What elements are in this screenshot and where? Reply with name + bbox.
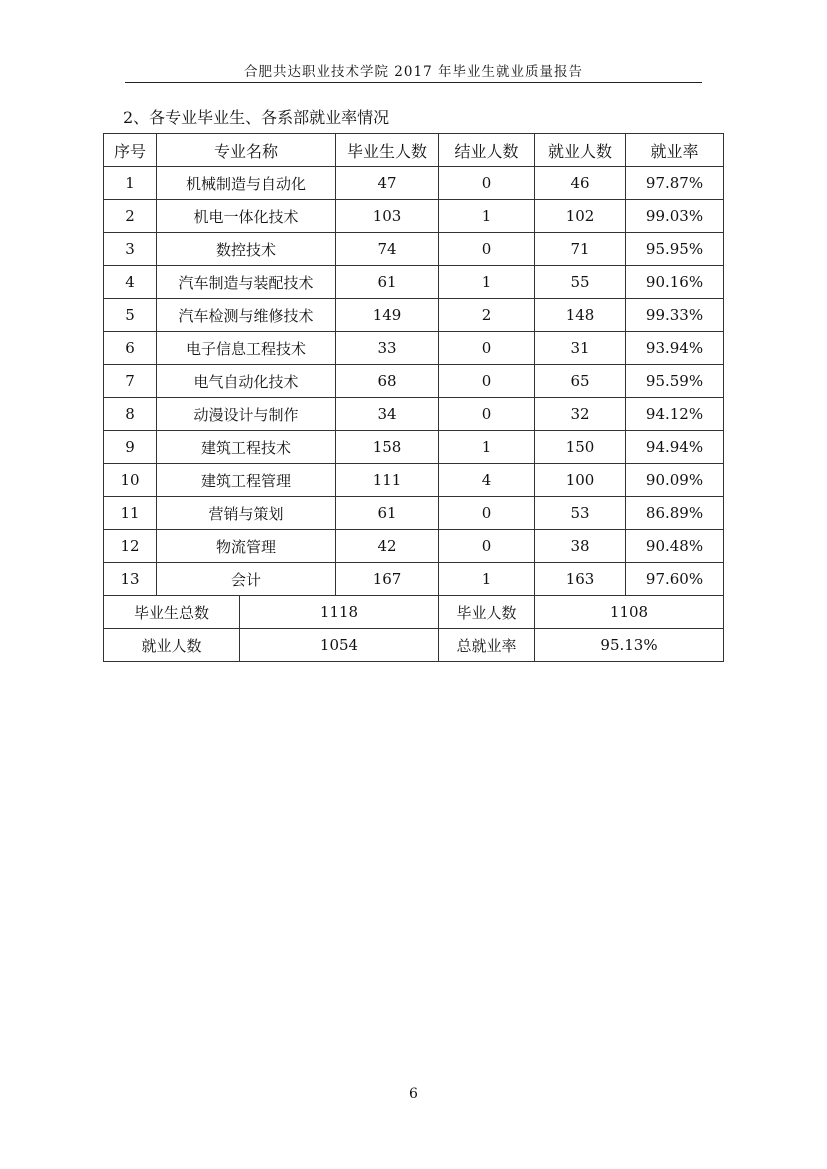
table-row: [104, 332, 724, 365]
cell-completed: 0: [439, 233, 535, 266]
page-header: 合肥共达职业技术学院 2017 年毕业生就业质量报告: [244, 64, 583, 80]
cell-rate: 94.94%: [626, 431, 724, 464]
cell-rate: 97.60%: [626, 563, 724, 596]
header-cell-major: 专业名称: [157, 134, 336, 167]
cell-completed: 0: [439, 167, 535, 200]
cell-rate: 90.16%: [626, 266, 724, 299]
cell-major: 汽车制造与装配技术: [157, 266, 336, 299]
header-cell-employed: 就业人数: [535, 134, 626, 167]
table-row: [104, 167, 724, 200]
cell-graduates: 111: [336, 464, 439, 497]
cell-graduates: 167: [336, 563, 439, 596]
cell-rate: 95.95%: [626, 233, 724, 266]
cell-rate: 93.94%: [626, 332, 724, 365]
cell-employed: 65: [535, 365, 626, 398]
summary-row: [104, 629, 724, 662]
cell-graduates: 103: [336, 200, 439, 233]
cell-employed: 150: [535, 431, 626, 464]
table-row: [104, 365, 724, 398]
table-row: [104, 299, 724, 332]
table-row: [104, 200, 724, 233]
table-row: [104, 464, 724, 497]
cell-major: 会计: [157, 563, 336, 596]
table-row: [104, 266, 724, 299]
table-row: [104, 431, 724, 464]
table-header-row: [104, 134, 724, 167]
summary-value-employed: 1054: [240, 629, 439, 662]
cell-employed: 38: [535, 530, 626, 563]
cell-completed: 0: [439, 365, 535, 398]
header-cell-rate: 就业率: [626, 134, 724, 167]
cell-major: 机械制造与自动化: [157, 167, 336, 200]
cell-major: 动漫设计与制作: [157, 398, 336, 431]
cell-graduates: 61: [336, 266, 439, 299]
cell-graduates: 42: [336, 530, 439, 563]
cell-index: 5: [104, 299, 157, 332]
cell-employed: 55: [535, 266, 626, 299]
table-row: [104, 233, 724, 266]
cell-index: 7: [104, 365, 157, 398]
header-cell-completed: 结业人数: [439, 134, 535, 167]
cell-major: 建筑工程技术: [157, 431, 336, 464]
cell-index: 2: [104, 200, 157, 233]
cell-rate: 95.59%: [626, 365, 724, 398]
cell-completed: 1: [439, 431, 535, 464]
summary-label-employed: 就业人数: [104, 629, 240, 662]
cell-employed: 46: [535, 167, 626, 200]
cell-employed: 148: [535, 299, 626, 332]
cell-major: 汽车检测与维修技术: [157, 299, 336, 332]
cell-index: 6: [104, 332, 157, 365]
cell-employed: 31: [535, 332, 626, 365]
summary-label-total-graduates: 毕业生总数: [104, 596, 240, 629]
cell-index: 13: [104, 563, 157, 596]
cell-employed: 100: [535, 464, 626, 497]
cell-major: 物流管理: [157, 530, 336, 563]
cell-index: 12: [104, 530, 157, 563]
cell-completed: 2: [439, 299, 535, 332]
cell-index: 3: [104, 233, 157, 266]
cell-graduates: 61: [336, 497, 439, 530]
cell-major: 电气自动化技术: [157, 365, 336, 398]
cell-rate: 86.89%: [626, 497, 724, 530]
cell-completed: 0: [439, 398, 535, 431]
cell-index: 1: [104, 167, 157, 200]
table-row: [104, 563, 724, 596]
cell-rate: 90.09%: [626, 464, 724, 497]
cell-graduates: 149: [336, 299, 439, 332]
cell-graduates: 74: [336, 233, 439, 266]
cell-major: 营销与策划: [157, 497, 336, 530]
cell-rate: 97.87%: [626, 167, 724, 200]
cell-major: 数控技术: [157, 233, 336, 266]
page-number: 6: [409, 1086, 418, 1102]
cell-major: 建筑工程管理: [157, 464, 336, 497]
section-title: 2、各专业毕业生、各系部就业率情况: [123, 108, 390, 127]
table-row: [104, 530, 724, 563]
summary-label-graduated: 毕业人数: [439, 596, 535, 629]
table-row: [104, 497, 724, 530]
cell-employed: 32: [535, 398, 626, 431]
summary-value-total-rate: 95.13%: [535, 629, 724, 662]
cell-major: 机电一体化技术: [157, 200, 336, 233]
cell-completed: 1: [439, 563, 535, 596]
cell-completed: 4: [439, 464, 535, 497]
cell-employed: 71: [535, 233, 626, 266]
header-cell-index: 序号: [104, 134, 157, 167]
cell-completed: 0: [439, 332, 535, 365]
cell-completed: 0: [439, 497, 535, 530]
cell-index: 8: [104, 398, 157, 431]
summary-value-graduated: 1108: [535, 596, 724, 629]
cell-major: 电子信息工程技术: [157, 332, 336, 365]
cell-graduates: 34: [336, 398, 439, 431]
cell-index: 10: [104, 464, 157, 497]
cell-rate: 99.03%: [626, 200, 724, 233]
cell-completed: 1: [439, 266, 535, 299]
cell-completed: 0: [439, 530, 535, 563]
cell-graduates: 33: [336, 332, 439, 365]
cell-employed: 53: [535, 497, 626, 530]
cell-index: 4: [104, 266, 157, 299]
employment-rate-table: [103, 133, 724, 662]
summary-value-total-graduates: 1118: [240, 596, 439, 629]
cell-employed: 163: [535, 563, 626, 596]
cell-graduates: 158: [336, 431, 439, 464]
cell-index: 9: [104, 431, 157, 464]
summary-row: [104, 596, 724, 629]
cell-graduates: 68: [336, 365, 439, 398]
header-cell-graduates: 毕业生人数: [336, 134, 439, 167]
cell-rate: 99.33%: [626, 299, 724, 332]
summary-label-total-rate: 总就业率: [439, 629, 535, 662]
cell-rate: 94.12%: [626, 398, 724, 431]
cell-rate: 90.48%: [626, 530, 724, 563]
cell-completed: 1: [439, 200, 535, 233]
cell-employed: 102: [535, 200, 626, 233]
cell-index: 11: [104, 497, 157, 530]
header-divider: [125, 82, 702, 83]
cell-graduates: 47: [336, 167, 439, 200]
table-row: [104, 398, 724, 431]
